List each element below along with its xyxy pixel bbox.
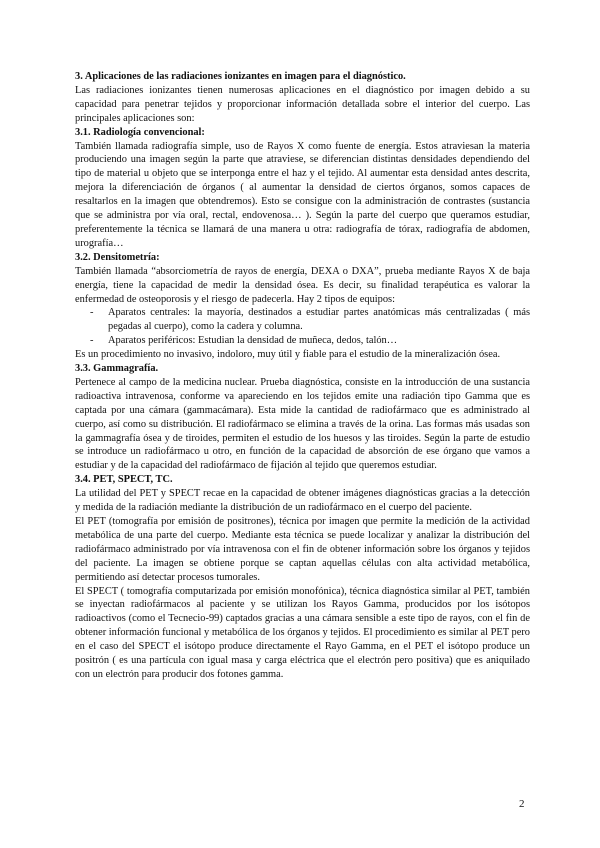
- subsection-title-densitometria: 3.2. Densitometría:: [75, 251, 160, 263]
- bullet-dash: -: [90, 307, 94, 319]
- equipment-list: [75, 306, 530, 348]
- paragraph-densitometria: También llamada “absorciometría de rayos de energía, DEXA o DXA”, prueba mediante Rayos X de baja energía, tiene la capacidad de medir la densidad ósea. Es decir, su finalidad terapéutica es valorar la enfermedad de osteoporosis y el riesgo de padecerla. Hay 2 tipos de equipos:: [75, 265, 530, 305]
- list-item-text: Aparatos centrales: la mayoría, destinados a estudiar partes anatómicas más centralizadas ( más pegadas al cuerpo), como la cadera y columna.: [108, 307, 530, 333]
- list-item-text: Aparatos periféricos: Estudian la densidad de muñeca, dedos, talón…: [108, 335, 398, 347]
- paragraph-pet: El PET (tomografía por emisión de positrones), técnica por imagen que permite la medición de la actividad metabólica de una parte del cuerpo. Mediante esta técnica se puede localizar y analizar la distribución del radiofármaco administrado por vía intravenosa con el fin de obtener información sobre los órganos y tejidos del paciente. La imagen se obtiene porque se captan aquellas células con alta actividad metabólica, permitiendo así detectar procesos tumorales.: [75, 516, 530, 583]
- paragraph-pet-spect-intro: La utilidad del PET y SPECT recae en la capacidad de obtener imágenes diagnósticas gracias a la detección y medida de la radiación mediante la distribución de un radiofármaco en el cuerpo del paciente.: [75, 488, 530, 514]
- bullet-dash: -: [90, 335, 94, 347]
- subsection-title-gammagrafia: 3.3. Gammagrafía.: [75, 363, 159, 375]
- document-page: [75, 70, 530, 682]
- list-item: [75, 306, 530, 334]
- paragraph-radiologia: También llamada radiografía simple, uso de Rayos X como fuente de energía. Estos atraviesan la materia produciendo una imagen según la parte que atraviese, se diferencian distintas densidades dependiendo del tipo de material u objeto que se interponga entre el haz y el tejido. Al aumentar esta densidad antes descrita, mejora la diferenciación de órganos ( al aumentar la densidad de ciertos órganos, somos capaces de resaltarlos en la imagen que obtendremos). Esto se consigue con la administración de contrastes (sustancia que se administra por vía oral, rectal, endovenosa… ). Según la parte del cuerpo que queramos estudiar, preferentemente la técnica se llamará de una manera u otra: radiografía de tórax, radiografía de abdomen, urografía…: [75, 140, 530, 249]
- page-number: 2: [519, 798, 525, 810]
- section-heading: 3. Aplicaciones de las radiaciones ionizantes en imagen para el diagnóstico.: [75, 71, 406, 82]
- subsection-title-radiologia: 3.1. Radiología convencional:: [75, 126, 205, 138]
- paragraph-gammagrafia: Pertenece al campo de la medicina nuclear. Prueba diagnóstica, consiste en la introducción de una sustancia radioactiva intravenosa, conforme va apareciendo en los tejidos emite una radiación tipo Gamma que es captada por una cámara (gammacámara). Esta mide la cantidad de radiofármaco que es administrado al cuerpo, así como su distribución. El radiofármaco se elimina a través de la orina. Las formas más usadas son la gammagrafía ósea y de tiroides, permiten el estudio de los huesos y las tiroides. Según la parte de estudio se introduce un radiofármaco u otro, en función de la capacidad de absorción de ese órgano que vamos a estudiar y de la capacidad del radiofármaco de fijación al tejido que queremos estudiar.: [75, 376, 530, 472]
- paragraph-densitometria-summary: Es un procedimiento no invasivo, indoloro, muy útil y fiable para el estudio de la mineralización ósea.: [75, 349, 501, 361]
- paragraph-spect: El SPECT ( tomografía computarizada por emisión monofónica), técnica diagnóstica similar al PET, también se inyectan radiofármacos al paciente y se utilizan los Rayos Gamma, producidos por los isótopos radioactivos (como el Tecnecio-99) captados gracias a una cámara sensible a este tipo de rayos, con el fin de obtener información funcional y metabólica de los órganos y tejidos. El procedimiento es similar al PET pero en el caso del SPECT el isótopo produce directamente el Rayo Gamma, en el PET el isótopo produce un positrón ( es una partícula con igual masa y carga eléctrica que el electrón pero positiva) que es aniquilado con un electrón para producir dos fotones gamma.: [75, 585, 530, 680]
- intro-paragraph: Las radiaciones ionizantes tienen numerosas aplicaciones en el diagnóstico por imagen debido a su capacidad para penetrar tejidos y proporcionar información detallada sobre el interior del cuerpo. Las principales aplicaciones son:: [75, 84, 530, 124]
- list-item: [75, 334, 530, 348]
- subsection-title-pet-spect: 3.4. PET, SPECT, TC.: [75, 474, 173, 486]
